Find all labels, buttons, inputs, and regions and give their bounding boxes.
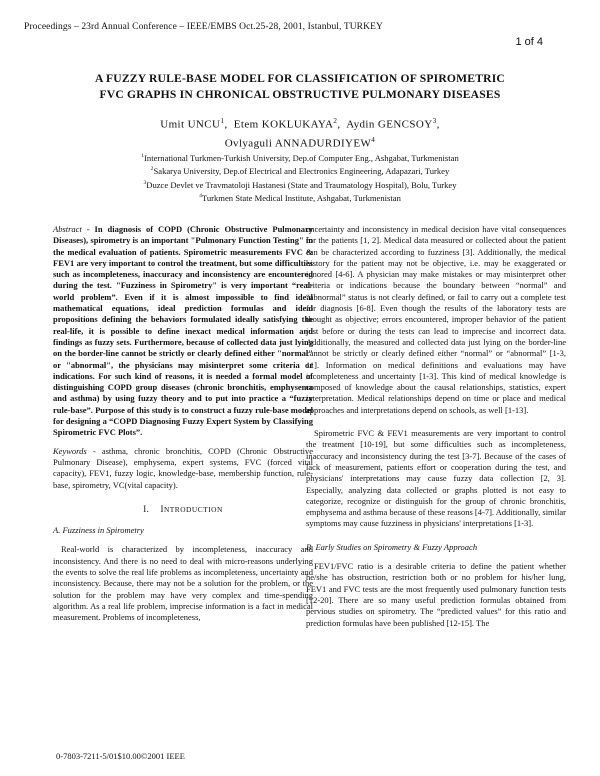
- paper-title: [40, 71, 560, 103]
- body-paragraph: uncertainty and inconsistency in medical decision have vital consequences for the patients [1, 2]. Medical data measured or collected about the patient can be characterized according to fuzziness [3]. Additionally, the medical history for the patient may not be objective, i.e. may be exaggerated or ignored [4-6]. A physician may make mistakes or may misinterpret other criteria or indications because the boundary between “normal” and “abnormal” status is not clearly defined, or fail to carry out a complete test for diagnosis [6-8]. Even though the results of the laboratory tests are thought as objective; errors encountered, improper behavior of the patient just before or during the tests can lead to imprecise and incorrect data. Additionally, the measured and collected data just lying on the border-line cannot be strictly or clearly defined either “normal” or “abnormal” [1-3, 11]. Information on medical definitions and evaluations may have incompleteness and uncertainty [1-3]. This kind of medical knowledge is composed of knowledge about the causal relationships, statistics, expert interpretation. Medical relationships depend on time or place and medical approaches and interpretations depend on schools, as well [1-13].: [306, 224, 566, 415]
- affiliation-sup: 2: [150, 166, 154, 173]
- intro-paragraph: Real-world is characterized by incompleteness, inaccuracy and inconsistency. And there is no need to deal with micro-reasons underlying the events to solve the real life problems as incompleteness, uncertainty and inconsistency. Because, there may not be a solution for the problem, or the solution for the problem may have very complex and time-spending algorithm. As a real life problem, imprecise information is a fact in medical measurement. Problems of incompleteness,: [53, 544, 313, 623]
- affiliation: [40, 178, 560, 191]
- subsection-heading-a: A. Fuzziness in Spirometry: [53, 525, 144, 536]
- affiliation: [40, 164, 560, 177]
- author-sup: 2: [333, 117, 338, 125]
- body-paragraph: Spirometric FVC & FEV1 measurements are very important to control the treatment [10-19], but some difficulties such as incompleteness, inaccuracy and inconsistency during the test [3-7]. Because of the cases of lack of measurement, patients effort or cooperation during the test, and physicians' interpretations may cause fuzzy data collection [2, 3]. Especially, analyzing data collected or graphs plotted is not easy to categorize, recognize or distinguish for the group of chronic bronchitis, emphysema and asthma because of these reasons [4-7]. Additionally, similar symptoms may cause fuzziness in physicians' interpretations [1-3].: [306, 428, 566, 529]
- keywords-text: - asthma, chronic bronchitis, COPD (Chronic Obstructive Pulmonary Disease), emphysema, expert systems, FVC (forced vital capacity), FEV1, fuzzy logic, knowledge-base, membership function, rule-base, spirometry, VC(vital capacity).: [53, 445, 314, 490]
- left-column: [53, 224, 313, 624]
- affiliations: [40, 151, 560, 204]
- page-number: 1 of 4: [515, 36, 543, 48]
- author-sup: 3: [432, 117, 437, 125]
- abstract-label: Abstract: [53, 224, 82, 234]
- right-column: [306, 224, 566, 629]
- section-heading-introduction: [53, 504, 313, 515]
- affiliation-sup: 4: [199, 193, 202, 200]
- author-name: Etem KOKLUKAYA: [233, 118, 334, 131]
- author-sup: 1: [220, 117, 225, 125]
- affiliation-text: Duzce Devlet ve Travmatoloji Hastanesi (State and Traumatology Hospital), Bolu, Turkey: [146, 179, 457, 190]
- author-name: Umit UNCU: [160, 118, 221, 131]
- affiliation-sup: 3: [143, 179, 147, 186]
- keywords-label: Keywords: [53, 445, 87, 456]
- keywords: [53, 446, 313, 491]
- title-line-2: FVC GRAPHS IN CHRONICAL OBSTRUCTIVE PULMONARY DISEASES: [99, 88, 501, 101]
- affiliation-text: International Turkmen-Turkish University, Dep.of Computer Eng., Ashgabat, Turkmenistan: [144, 152, 459, 163]
- copyright-footer: 0-7803-7211-5/01$10.00©2001 IEEE: [56, 751, 185, 761]
- author-sup: 4: [371, 135, 376, 144]
- author-list: [40, 114, 560, 151]
- affiliation: [40, 151, 560, 164]
- subsection-heading-b: B. Early Studies on Spirometry & Fuzzy Approach: [306, 541, 478, 552]
- author-line-2: [40, 133, 560, 152]
- body-paragraph: FEV1/FVC ratio is a desirable criteria to define the patient whether he/she has obstruction, restriction both or no problem for his/her lung, FEV1 and FVC tests are the most frequently used pulmonary function tests [12-20]. There are so many useful prediction formulas obtained from pervious studies on spirometry. The “predicted values” for this ratio and prediction formulas have been published [12-15]. The: [306, 561, 566, 628]
- title-line-1: A FUZZY RULE-BASE MODEL FOR CLASSIFICATION OF SPIROMETRIC: [94, 72, 506, 85]
- section-title-rest: NTRODUCTION: [163, 504, 223, 514]
- abstract: [53, 224, 313, 439]
- affiliation-sup: 1: [141, 153, 145, 159]
- author-name: Ovlyaguli ANNADURDIYEW: [224, 137, 372, 150]
- conference-header: Proceedings – 23rd Annual Conference – IEEE/EMBS Oct.25-28, 2001, Istanbul, TURKEY: [24, 22, 383, 32]
- affiliation-text: Sakarya University, Dep.of Electrical and Electronics Engineering, Adapazari, Turkey: [153, 166, 450, 177]
- section-number: I.: [143, 503, 150, 514]
- author-line-1: Umit UNCU$^1$, Etem KOKLUKAYA$^2$, Aydin GENCSOY$^3$,: [160, 117, 440, 131]
- section-initial: I: [160, 503, 164, 514]
- affiliation-text: Turkmen State Medical Institute, Ashgabat, Turkmenistan: [201, 192, 401, 203]
- affiliation: [40, 191, 560, 204]
- author-name: Aydin GENCSOY: [346, 118, 433, 131]
- abstract-text: - In diagnosis of COPD (Chronic Obstructive Pulmonary Diseases), spirometry is an important "Pulmonary Function Testing" in the medical evaluation of patients. Spirometric measurements FVC & FEV1 are very important to control the treatment, but some difficulties such as incompleteness, inaccuracy and inconsistency are encountered during the test. "Fuzziness in Spirometry" is very important “real-world problem”. Even if it is almost impossible to find ideal mathematical equations, ideal prediction formulas and ideal propositions defining the behaviors formulated ideally satisfying the real-life, it is possible to define inexact medical information and findings as fuzzy sets. Furthermore, because of collected data just lying on the border-line cannot be strictly or clearly defined either "normal" or "abnormal", the physicians may misinterpret some criteria or indications. For such kind of reasons, it is needed a formal model of distinguishing COPD group diseases (chronic bronchitis, emphysema and asthma) by using fuzzy theory and to put into practice a “fuzzy rule-base”. Purpose of this study is to construct a fuzzy rule-base model for designing a “COPD Diagnosing Fuzzy Expert System by Classifying Spirometric FVC Plots”.: [53, 224, 313, 438]
